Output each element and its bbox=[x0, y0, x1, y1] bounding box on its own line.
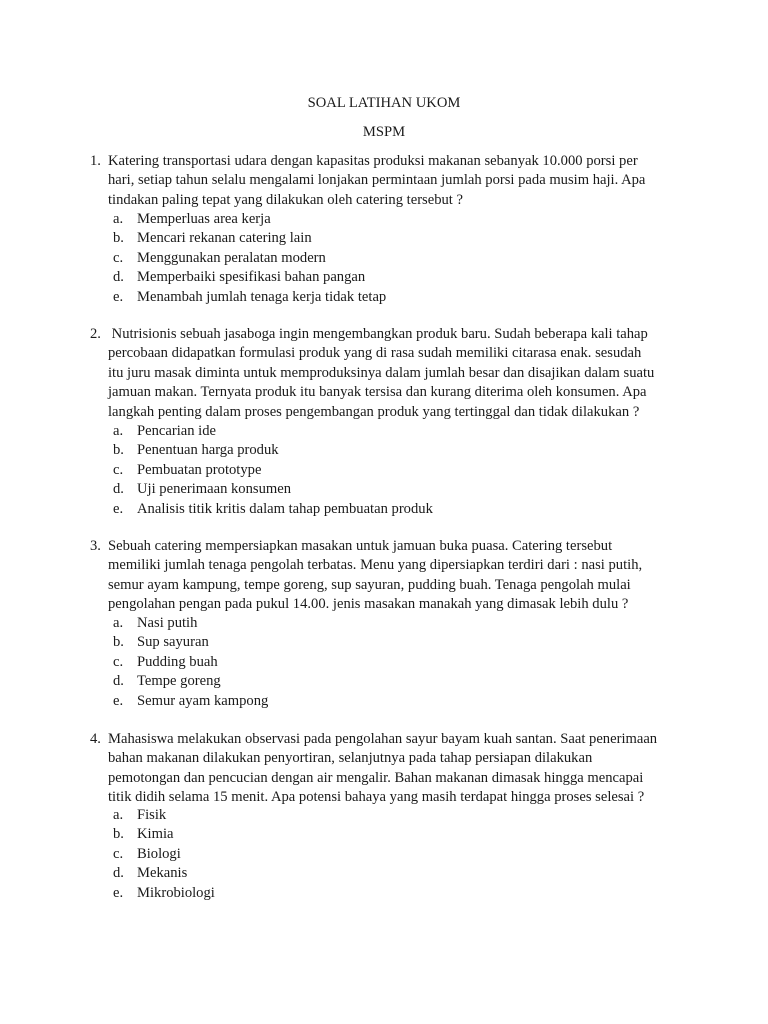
option-letter: d. bbox=[113, 673, 124, 690]
question-line: Nutrisionis sebuah jasaboga ingin mengembangkan produk baru. Sudah beberapa kali tahap bbox=[108, 326, 648, 342]
option-letter: b. bbox=[113, 826, 124, 843]
option-c bbox=[0, 461, 768, 480]
option-d bbox=[0, 268, 768, 287]
option-text: Pencarian ide bbox=[137, 423, 217, 439]
option-letter: b. bbox=[113, 442, 124, 459]
option-c bbox=[0, 845, 768, 864]
option-text: Mekanis bbox=[137, 865, 188, 882]
option-e bbox=[0, 692, 768, 711]
option-letter: a. bbox=[113, 211, 124, 227]
option-text: Penentuan harga produk bbox=[137, 442, 279, 459]
option-b bbox=[0, 441, 768, 460]
question-line: Katering transportasi udara dengan kapasitas produksi makanan sebanyak 10.000 porsi per bbox=[108, 153, 638, 169]
option-e bbox=[0, 884, 768, 903]
option-letter: d. bbox=[113, 481, 124, 498]
option-text: Nasi putih bbox=[137, 615, 198, 631]
question-line: semur ayam kampung, tempe goreng, sup sayuran, pudding buah. Tenaga pengolah mulai bbox=[108, 576, 631, 593]
question-number: 1. bbox=[90, 153, 101, 169]
option-e bbox=[0, 288, 768, 307]
question-line: percobaan didapatkan formulasi produk yang di rasa sudah memiliki citarasa enak. sesudah bbox=[108, 345, 642, 362]
option-a bbox=[0, 210, 768, 229]
question-line: memiliki jumlah tenaga pengolah terbatas. Menu yang dipersiapkan terdiri dari : nasi putih, bbox=[108, 557, 643, 574]
document-subtitle: MSPM bbox=[362, 124, 406, 140]
option-text: Biologi bbox=[137, 845, 181, 862]
question-line: Sebuah catering mempersiapkan masakan untuk jamuan buka puasa. Catering tersebut bbox=[108, 538, 613, 554]
option-letter: a. bbox=[113, 615, 124, 631]
question-line: pemotongan dan pencucian dengan air mengalir. Bahan makanan dimasak hingga mencapai bbox=[108, 769, 644, 786]
option-letter: c. bbox=[113, 461, 124, 478]
option-c bbox=[0, 249, 768, 268]
option-letter: a. bbox=[113, 423, 124, 439]
option-text: Semur ayam kampong bbox=[137, 692, 269, 709]
option-text: Menambah jumlah tenaga kerja tidak tetap bbox=[137, 288, 387, 305]
option-letter: e. bbox=[113, 500, 124, 517]
option-a bbox=[0, 422, 768, 441]
option-letter: b. bbox=[113, 634, 124, 651]
option-text: Pudding buah bbox=[137, 653, 218, 670]
option-d bbox=[0, 864, 768, 883]
option-letter: c. bbox=[113, 249, 124, 266]
option-b bbox=[0, 633, 768, 652]
question-text bbox=[108, 537, 688, 615]
option-text: Fisik bbox=[137, 807, 167, 823]
question-line: hari, setiap tahun selalu mengalami lonjakan permintaan jumlah porsi pada musim haji. Apa bbox=[108, 172, 646, 189]
question-line: titik didih selama 15 menit. Apa potensi bahaya yang masih terdapat hingga proses selesai ? bbox=[108, 789, 645, 806]
option-b bbox=[0, 825, 768, 844]
option-text: Uji penerimaan konsumen bbox=[137, 481, 292, 498]
option-text: Pembuatan prototype bbox=[137, 461, 262, 478]
option-letter: b. bbox=[113, 230, 124, 247]
option-letter: e. bbox=[113, 884, 124, 901]
option-text: Mikrobiologi bbox=[137, 884, 215, 901]
option-text: Analisis titik kritis dalam tahap pembuatan produk bbox=[137, 500, 433, 517]
question-number: 2. bbox=[90, 326, 101, 342]
option-c bbox=[0, 653, 768, 672]
question-line: jamuan makan. Ternyata produk itu banyak tersisa dan kurang diterima oleh konsumen. Apa bbox=[108, 384, 647, 401]
question-line: tindakan paling tepat yang dilakukan oleh catering tersebut ? bbox=[108, 191, 463, 208]
option-letter: d. bbox=[113, 865, 124, 882]
option-d bbox=[0, 480, 768, 499]
option-letter: e. bbox=[113, 288, 124, 305]
option-text: Mencari rekanan catering lain bbox=[137, 230, 312, 247]
option-text: Memperbaiki spesifikasi bahan pangan bbox=[137, 269, 366, 286]
option-text: Tempe goreng bbox=[137, 673, 221, 690]
question-text bbox=[108, 730, 688, 808]
question-line: itu juru masak diminta untuk memproduksinya dalam jumlah besar dan disajikan dalam suatu bbox=[108, 364, 655, 381]
option-text: Memperluas area kerja bbox=[137, 211, 271, 227]
option-a bbox=[0, 614, 768, 633]
option-text: Kimia bbox=[137, 826, 174, 843]
option-b bbox=[0, 229, 768, 248]
question-line: pengolahan pengan pada pukul 14.00. jenis masakan manakah yang dimasak lebih dulu ? bbox=[108, 596, 629, 613]
option-text: Menggunakan peralatan modern bbox=[137, 249, 326, 266]
question-number: 3. bbox=[90, 538, 101, 554]
question-line: langkah penting dalam proses pengembangan produk yang tertinggal dan tidak dilakukan ? bbox=[108, 403, 640, 420]
question-text bbox=[108, 325, 688, 422]
question-line: bahan makanan dilakukan penyortiran, selanjutnya pada tahap persiapan dilakukan bbox=[108, 750, 593, 767]
option-letter: c. bbox=[113, 653, 124, 670]
option-letter: a. bbox=[113, 807, 124, 823]
option-a bbox=[0, 806, 768, 825]
option-e bbox=[0, 500, 768, 519]
question-text bbox=[108, 152, 688, 210]
option-letter: d. bbox=[113, 269, 124, 286]
option-d bbox=[0, 672, 768, 691]
option-letter: e. bbox=[113, 692, 124, 709]
question-line: Mahasiswa melakukan observasi pada pengolahan sayur bayam kuah santan. Saat penerimaan bbox=[108, 731, 658, 747]
document-title: SOAL LATIHAN UKOM bbox=[307, 95, 461, 111]
option-text: Sup sayuran bbox=[137, 634, 209, 651]
option-letter: c. bbox=[113, 845, 124, 862]
question-number: 4. bbox=[90, 731, 101, 747]
